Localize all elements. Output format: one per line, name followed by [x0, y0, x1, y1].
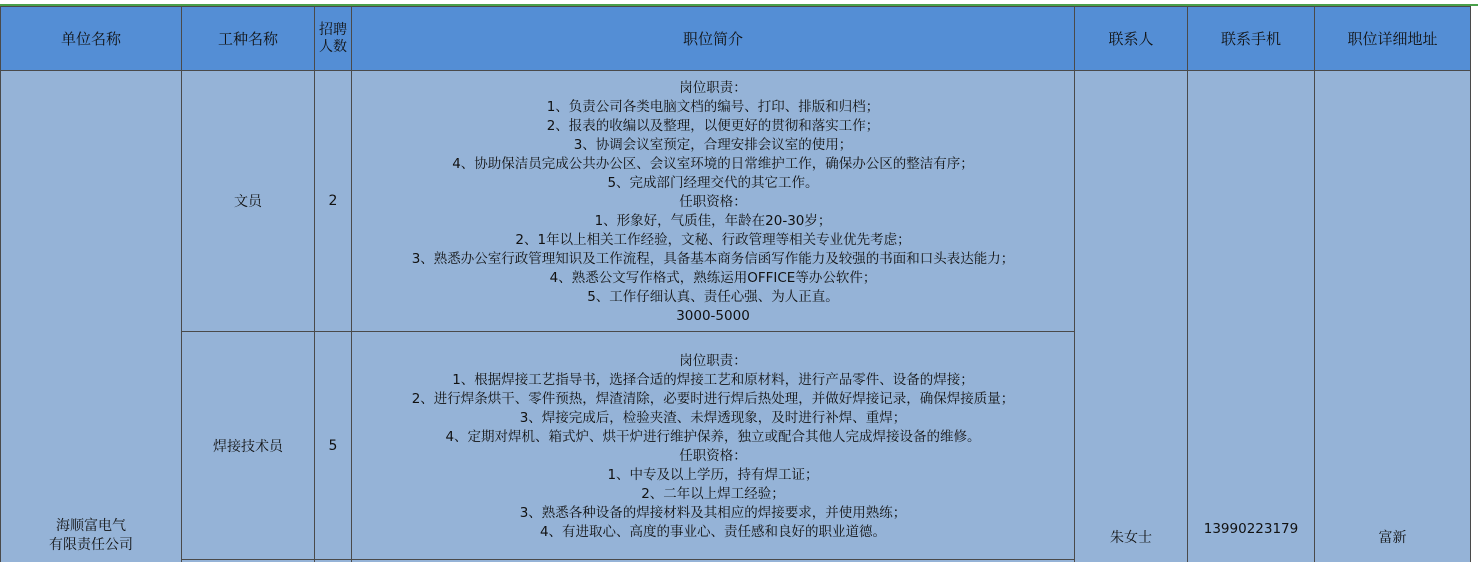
desc-line: 2、进行焊条烘干、零件预热，焊渣清除，必要时进行焊后热处理，并做好焊接记录，确保焊接质量； — [411, 390, 1015, 407]
header-row — [1, 7, 1478, 71]
desc-line: 4、熟悉公文写作格式，熟练运用OFFICE等办公软件； — [549, 269, 877, 286]
header-description[interactable]: 职位简介 — [352, 7, 1075, 71]
address-cell[interactable]: 富新 — [1315, 71, 1471, 562]
desc-line: 1、负责公司各类电脑文档的编号、打印、排版和归档； — [546, 98, 880, 115]
desc-line: 5、工作仔细认真、责任心强、为人正直。 — [587, 288, 839, 305]
contact-cell[interactable]: 朱女士 — [1075, 71, 1188, 562]
desc-line: 岗位职责： — [679, 79, 747, 96]
desc-line: 2、报表的收编以及整理，以便更好的贯彻和落实工作； — [546, 117, 880, 134]
company-name-line1: 海顺富电气 — [56, 518, 126, 534]
job-title-cell[interactable]: 文员 — [182, 71, 315, 332]
desc-line: 任职资格： — [679, 193, 747, 210]
table-row — [1, 71, 1478, 332]
header-phone[interactable]: 联系手机 — [1188, 7, 1315, 71]
job-table — [0, 6, 1478, 562]
desc-line: 4、有进取心、高度的事业心、责任感和良好的职业道德。 — [539, 523, 887, 540]
header-address[interactable]: 职位详细地址 — [1315, 7, 1471, 71]
desc-line: 3、协调会议室预定，合理安排会议室的使用； — [573, 136, 853, 153]
job-description-cell[interactable] — [352, 332, 1075, 560]
desc-line: 1、形象好，气质佳，年龄在20-30岁； — [594, 212, 832, 229]
job-count-cell[interactable]: 5 — [315, 332, 352, 560]
desc-line: 1、中专及以上学历，持有焊工证； — [607, 466, 819, 483]
desc-line: 4、协助保洁员完成公共办公区、会议室环境的日常维护工作，确保办公区的整洁有序； — [452, 155, 974, 172]
desc-line: 2、二年以上焊工经验； — [641, 485, 785, 502]
desc-line: 1、根据焊接工艺指导书，选择合适的焊接工艺和原材料，进行产品零件、设备的焊接； — [452, 371, 974, 388]
phone-cell[interactable]: 13990223179 — [1188, 71, 1315, 562]
job-title-cell[interactable]: 焊接技术员 — [182, 332, 315, 560]
job-count-cell[interactable]: 2 — [315, 71, 352, 332]
sheet-right-edge-body — [1471, 71, 1478, 562]
sheet-right-edge — [1471, 7, 1478, 71]
header-contact[interactable]: 联系人 — [1075, 7, 1188, 71]
company-name-cell[interactable] — [1, 71, 182, 562]
desc-line: 5、完成部门经理交代的其它工作。 — [607, 174, 819, 191]
desc-line: 岗位职责： — [679, 352, 747, 369]
desc-line: 4、定期对焊机、箱式炉、烘干炉进行维护保养，独立或配合其他人完成焊接设备的维修。 — [445, 428, 981, 445]
job-listing-sheet — [0, 6, 1478, 562]
header-company[interactable]: 单位名称 — [1, 7, 182, 71]
desc-line: 2、1年以上相关工作经验，文秘、行政管理等相关专业优先考虑； — [515, 231, 911, 248]
desc-line: 3、焊接完成后，检验夹渣、未焊透现象，及时进行补焊、重焊； — [519, 409, 907, 426]
header-count[interactable] — [315, 7, 352, 71]
desc-line: 3000-5000 — [676, 307, 750, 324]
desc-line: 3、熟悉办公室行政管理知识及工作流程，具备基本商务信函写作能力及较强的书面和口头表达能力； — [411, 250, 1015, 267]
header-count-text: 招聘人数 — [319, 21, 347, 55]
job-description-cell[interactable] — [352, 71, 1075, 332]
desc-line: 3、熟悉各种设备的焊接材料及其相应的焊接要求，并使用熟练； — [519, 504, 907, 521]
desc-line: 任职资格： — [679, 447, 747, 464]
company-name-line2: 有限责任公司 — [49, 537, 133, 553]
header-job[interactable]: 工种名称 — [182, 7, 315, 71]
